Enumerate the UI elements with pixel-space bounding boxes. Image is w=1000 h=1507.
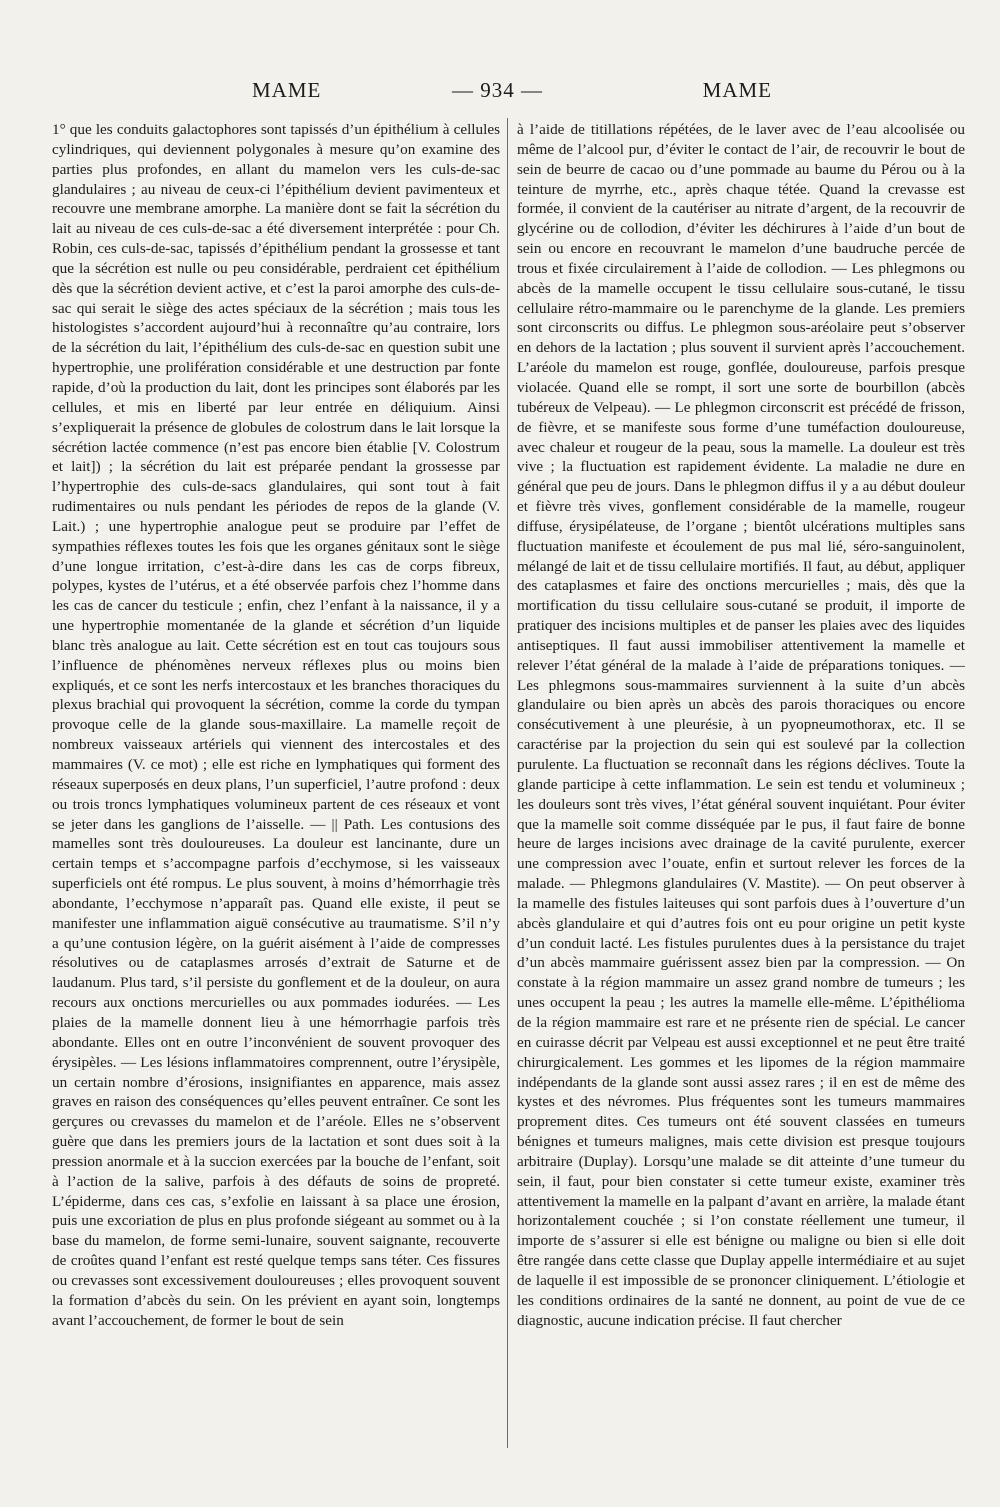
running-header xyxy=(252,78,772,104)
right-column xyxy=(517,120,965,1480)
column-divider xyxy=(507,118,508,1448)
page-number: — 934 — xyxy=(452,78,543,102)
right-column-text: à l’aide de titillations répétées, de le laver avec de l’eau alcoolisée ou même de l’alcool pur, d’éviter le contact de l’air, de recouvrir le bout de sein de beurre de cacao ou d’une pommade au baume du Pérou ou à la teinture de myrrhe, etc., après chaque tétée. Quand la crevasse est formée, il convient de la cautériser au nitrate d’argent, de la recouvrir de glycérine ou de collodion, d’éviter les déchirures à l’aide d’un bout de sein ou encore en recouvrant le mamelon d’une baudruche percée de trous et fixée circulairement à l’aide de collodion. — Les phlegmons ou abcès de la mamelle occupent le tissu cellulaire sous-cutané, le tissu cellulaire rétro-mammaire ou le parenchyme de la glande. Les premiers sont circonscrits ou diffus. Le phlegmon sous-aréolaire peut s’observer en dehors de la lactation ; plus souvent il survient après l’accouchement. L’aréole du mamelon est rouge, gonflée, douloureuse, parfois presque violacée. Quand elle se rompt, il sort une sorte de bourbillon (abcès tubéreux de Velpeau). — Le phlegmon circonscrit est précédé de frisson, de fièvre, et se manifeste sous forme d’une tuméfaction douloureuse, avec chaleur et rougeur de la peau, sous la mamelle. La douleur est très vive ; la fluctuation est rapidement évidente. La maladie ne dure en général que peu de jours. Dans le phlegmon diffus il y a au début douleur et fièvre très vives, gonflement considérable de la mamelle, rougeur diffuse, érysipélateuse, de l’organe ; bientôt ulcérations multiples sans fluctuation manifeste et écoulement de pus mal lié, séro-sanguinolent, mélangé de lait et de tissu cellulaire mortifiés. Il faut, au début, appliquer des cataplasmes et faire des onctions mercurielles ; mais, dès que la mortification du tissu cellulaire sous-cutané se produit, il importe de pratiquer des incisions multiples et de panser les plaies avec des liquides antiseptiques. Il faut aussi immobiliser attentivement la mamelle et relever l’état général de la malade à l’aide de préparations toniques. — Les phlegmons sous-mammaires surviennent à la suite d’un abcès glandulaire ou bien après un abcès des parois thoraciques ou encore consécutivement à une pleurésie, à un pyopneumothorax, etc. Il se caractérise par la projection du sein qui est soulevé par la collection purulente. La fluctuation se reconnaît dans les régions déclives. Toute la glande participe à cette inflammation. Le sein est tendu et volumineux ; les douleurs sont très vives, l’état général souvent inquiétant. Pour éviter que la mamelle soit comme disséquée par le pus, il faut faire de bonne heure de larges incisions avec drainage de la cavité purulente, exercer une compression avec l’ouate, enfin et surtout relever les forces de la malade. — Phlegmons glandulaires (V. Mastite). — On peut observer à la mamelle des fistules laiteuses qui sont parfois dues à l’ouverture d’un abcès glandulaire et qui d’autres fois ont eu pour origine un petit kyste d’un conduit lacté. Les fistules purulentes dues à la persistance du trajet d’un abcès mammaire guérissent assez bien par la compression. — On constate à la région mammaire un assez grand nombre de tumeurs ; les unes occupent la peau ; les autres la mamelle elle-même. L’épithélioma de la région mammaire est rare et ne présente rien de spécial. Le cancer en cuirasse décrit par Velpeau est aussi exceptionnel et ne peut être traité chirurgicalement. Les gommes et les lipomes de la région mammaire indépendants de la glande sont aussi assez rares ; il en est de même des kystes et des névromes. Plus fréquentes sont les tumeurs mammaires proprement dites. Ces tumeurs ont été souvent classées en tumeurs bénignes et tumeurs malignes, mais cette division est presque toujours arbitraire (Duplay). Lorsqu’une malade se dit atteinte d’une tumeur du sein, il faut, pour bien constater si cette tumeur existe, examiner très attentivement la mamelle en la palpant d’avant en arrière, la malade étant horizontalement couchée ; si l’on constate réellement une tumeur, il importe de s’assurer si elle est bénigne ou maligne ou bien si elle doit être rangée dans cette classe que Duplay appelle intermédiaire et au sujet de laquelle il est impossible de se prononcer cliniquement. L’étiologie et les conditions ordinaires de la santé ne donnent, au point de vue de ce diagnostic, aucune indication précise. Il faut chercher xyxy=(517,121,965,1329)
header-left-word: MAME xyxy=(252,78,322,102)
header-right-word: MAME xyxy=(702,78,772,102)
left-column-text: 1° que les conduits galactophores sont tapissés d’un épithélium à cellules cylindriques, qui deviennent polygonales à mesure qu’on examine des parties plus profondes, en allant du mamelon vers les culs-de-sac glandulaires ; au niveau de ceux-ci l’épithélium devient pavimenteux et recouvre une membrane amorphe. La manière dont se fait la sécrétion du lait au niveau de ces culs-de-sac a été diversement interprétée : pour Ch. Robin, ces culs-de-sac, tapissés d’épithélium pendant la grossesse et tant que la sécrétion est nulle ou peu considérable, perdraient cet épithélium dès que la sécrétion devient active, et c’est la paroi amorphe des culs-de-sac qui serait le siège des actes spéciaux de la sécrétion ; mais tous les histologistes s’accordent aujourd’hui à reconnaître qu’au contraire, lors de la sécrétion du lait, l’épithélium des culs-de-sac en question subit une hypertrophie, une prolifération considérable et une destruction par fonte rapide, d’où la production du lait, dont les principes sont élaborés par les cellules, et mis en liberté par leur entrée en déliquium. Ainsi s’expliquerait la présence de globules de colostrum dans le lait lorsque la sécrétion lactée commence (n’est pas encore bien établie [V. Colostrum et lait]) ; la sécrétion du lait est préparée pendant la grossesse par l’hypertrophie des culs-de-sacs glandulaires, qui sont tout à fait rudimentaires ou nuls pendant les périodes de repos de la glande (V. Lait.) ; une hypertrophie analogue peut se produire par l’effet de sympathies réflexes toutes les fois que les organes génitaux sont le siège d’une longue irritation, c’est-à-dire dans les cas de corps fibreux, polypes, kystes de l’utérus, et a été observée parfois chez l’homme dans les cas de cancer du testicule ; enfin, chez l’enfant à la naissance, il y a une hypertrophie momentanée de la glande et sécrétion d’un liquide blanc très analogue au lait. Cette sécrétion est en tout cas toujours sous l’influence de phénomènes nerveux réflexes plus ou moins bien expliqués, et ce sont les nerfs intercostaux et les branches thoraciques du plexus brachial qui provoquent la sécrétion, comme la corde du tympan provoque celle de la glande sous-maxillaire. La mamelle reçoit de nombreux vaisseaux artériels qui viennent des intercostales et des mammaires (V. ce mot) ; elle est riche en lymphatiques qui forment des réseaux superposés en deux plans, l’un superficiel, l’autre profond : deux ou trois troncs lymphatiques volumineux partent de ces réseaux et vont se jeter dans les ganglions de l’aisselle. — || Path. Les contusions des mamelles sont très douloureuses. La douleur est lancinante, dure un certain temps et s’accompagne parfois d’ecchymose, si les vaisseaux superficiels ont été rompus. Le plus souvent, à moins d’hémorrhagie très abondante, l’ecchymose n’apparaît pas. Quand elle existe, il peut se manifester une inflammation aiguë consécutive au traumatisme. S’il n’y a qu’une contusion légère, on la guérit aisément à l’aide de compresses résolutives ou de cataplasmes arrosés d’extrait de Saturne et de laudanum. Plus tard, s’il persiste du gonflement et de la douleur, on aura recours aux onctions mercurielles ou aux pommades iodurées. — Les plaies de la mamelle donnent lieu à une hémorrhagie parfois très abondante. Elles ont en outre l’inconvénient de souvent provoquer des érysipèles. — Les lésions inflammatoires comprennent, outre l’érysipèle, un certain nombre d’érosions, insignifiantes en apparence, mais assez graves en raison des conséquences qu’elles peuvent entraîner. Ce sont les gerçures ou crevasses du mamelon et de l’aréole. Elles ne s’observent guère que dans les premiers jours de la lactation et sont dues soit à la pression anormale et à la succion exercées par la bouche de l’enfant, soit à l’action de la salive, parfois à des défauts de soins de propreté. L’épiderme, dans ces cas, s’exfolie en laissant à sa place une érosion, puis une excoriation de plus en plus profonde siégeant au sommet ou à la base du mamelon, de forme semi-lunaire, souvent saignante, recouverte de croûtes quand l’enfant est resté quelque temps sans téter. Ces fissures ou crevasses sont excessivement douloureuses ; elles provoquent souvent la formation d’abcès du sein. On les prévient en ayant soin, longtemps avant l’accouchement, de former le bout de sein xyxy=(52,121,500,1329)
left-column xyxy=(52,120,500,1480)
